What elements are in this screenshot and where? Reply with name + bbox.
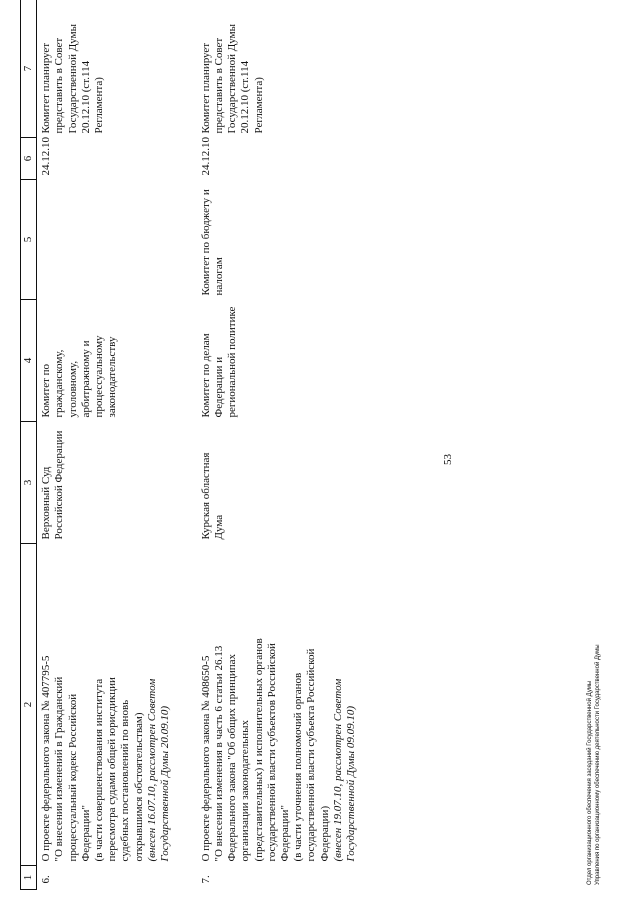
bill-title-line: пересмотра судами общей юрисдикции — [106, 677, 119, 862]
bill-note-line: (внесен 19.07.10, рассмотрен Советом — [331, 678, 344, 862]
bill-title-line: судебных постановлений по вновь — [119, 699, 132, 862]
bill-title-line: Федерации) — [318, 805, 331, 862]
bill-note-line: (внесен 16.07.10, рассмотрен Советом — [145, 678, 158, 862]
bill-title-line: процессуальный кодекс Российской — [66, 693, 79, 862]
column-header: 5 — [21, 180, 37, 300]
bill-note-line: Государственной Думы 20.09.10) — [159, 705, 172, 862]
bill-title-line: О проекте федерального закона № 407795-5 — [40, 655, 53, 862]
table-row — [197, 0, 364, 890]
agenda-table — [20, 0, 364, 890]
bill-title-line: Федерации" — [79, 805, 92, 862]
page-number: 53 — [442, 454, 454, 465]
bill-title-line: Федерального закона "Об общих принципах — [226, 654, 239, 862]
bill-title-line: (в части уточнения полномочий органов — [292, 672, 305, 862]
column-header: 3 — [21, 422, 37, 544]
initiator-cell: Курская областная Дума — [199, 452, 225, 540]
footer — [586, 644, 602, 885]
status-cell: Комитет планирует представить в Совет Государственной Думы 20.12.10 (ст.114 Регламента) — [199, 23, 265, 134]
column-header: 1 — [21, 866, 37, 890]
bill-title-line: "О внесении изменений в Гражданский — [53, 676, 66, 862]
co-committee-cell — [37, 180, 197, 300]
bill-title-line: государственной власти субъекта Российской — [305, 648, 318, 862]
footer-line: Управления по организационному обеспечению деятельности Государственной Думы — [595, 644, 601, 885]
bill-title-cell — [37, 544, 197, 866]
bill-title-line: открывшимся обстоятельствам) — [132, 712, 145, 862]
table-header-row — [21, 0, 37, 890]
co-committee-cell: Комитет по бюджету и налогам — [199, 189, 225, 296]
date-cell: 24.12.10 — [199, 137, 212, 176]
status-cell: Комитет планирует представить в Совет Государственной Думы 20.12.10 (ст.114 Регламента) — [40, 23, 106, 134]
bill-note-line: Государственной Думы 09.09.10) — [344, 705, 357, 862]
column-header: 4 — [21, 300, 37, 422]
row-number: 7. — [199, 875, 212, 884]
column-header: 7 — [21, 0, 37, 138]
bill-title-line: "О внесении изменения в часть 6 статьи 26.13 — [212, 645, 225, 862]
bill-title-line: организации законодательных — [239, 719, 252, 862]
row-number: 6. — [40, 875, 53, 884]
column-header: 2 — [21, 544, 37, 866]
table-row — [37, 0, 197, 890]
initiator-cell: Верховный Суд Российской Федерации — [40, 430, 66, 540]
committee-cell: Комитет по делам Федерации и региональной политике — [199, 306, 239, 418]
bill-title-cell — [197, 544, 364, 866]
bill-title-line: О проекте федерального закона № 408650-5 — [199, 655, 212, 862]
date-cell: 24.12.10 — [40, 137, 53, 176]
bill-title-line: (в части совершенствования института — [93, 678, 106, 862]
bill-title-line: (представительных) и исполнительных органов — [252, 638, 265, 862]
committee-cell: Комитет по гражданскому, уголовному, арбитражному и процессуальному законодательству — [40, 335, 119, 418]
bill-title-line: государственной власти субъектов Российской — [265, 643, 278, 862]
footer-line: Отдел организационного обеспечения заседаний Государственной Думы — [587, 680, 593, 885]
column-header: 6 — [21, 138, 37, 180]
bill-title-line: Федерации" — [278, 805, 291, 862]
